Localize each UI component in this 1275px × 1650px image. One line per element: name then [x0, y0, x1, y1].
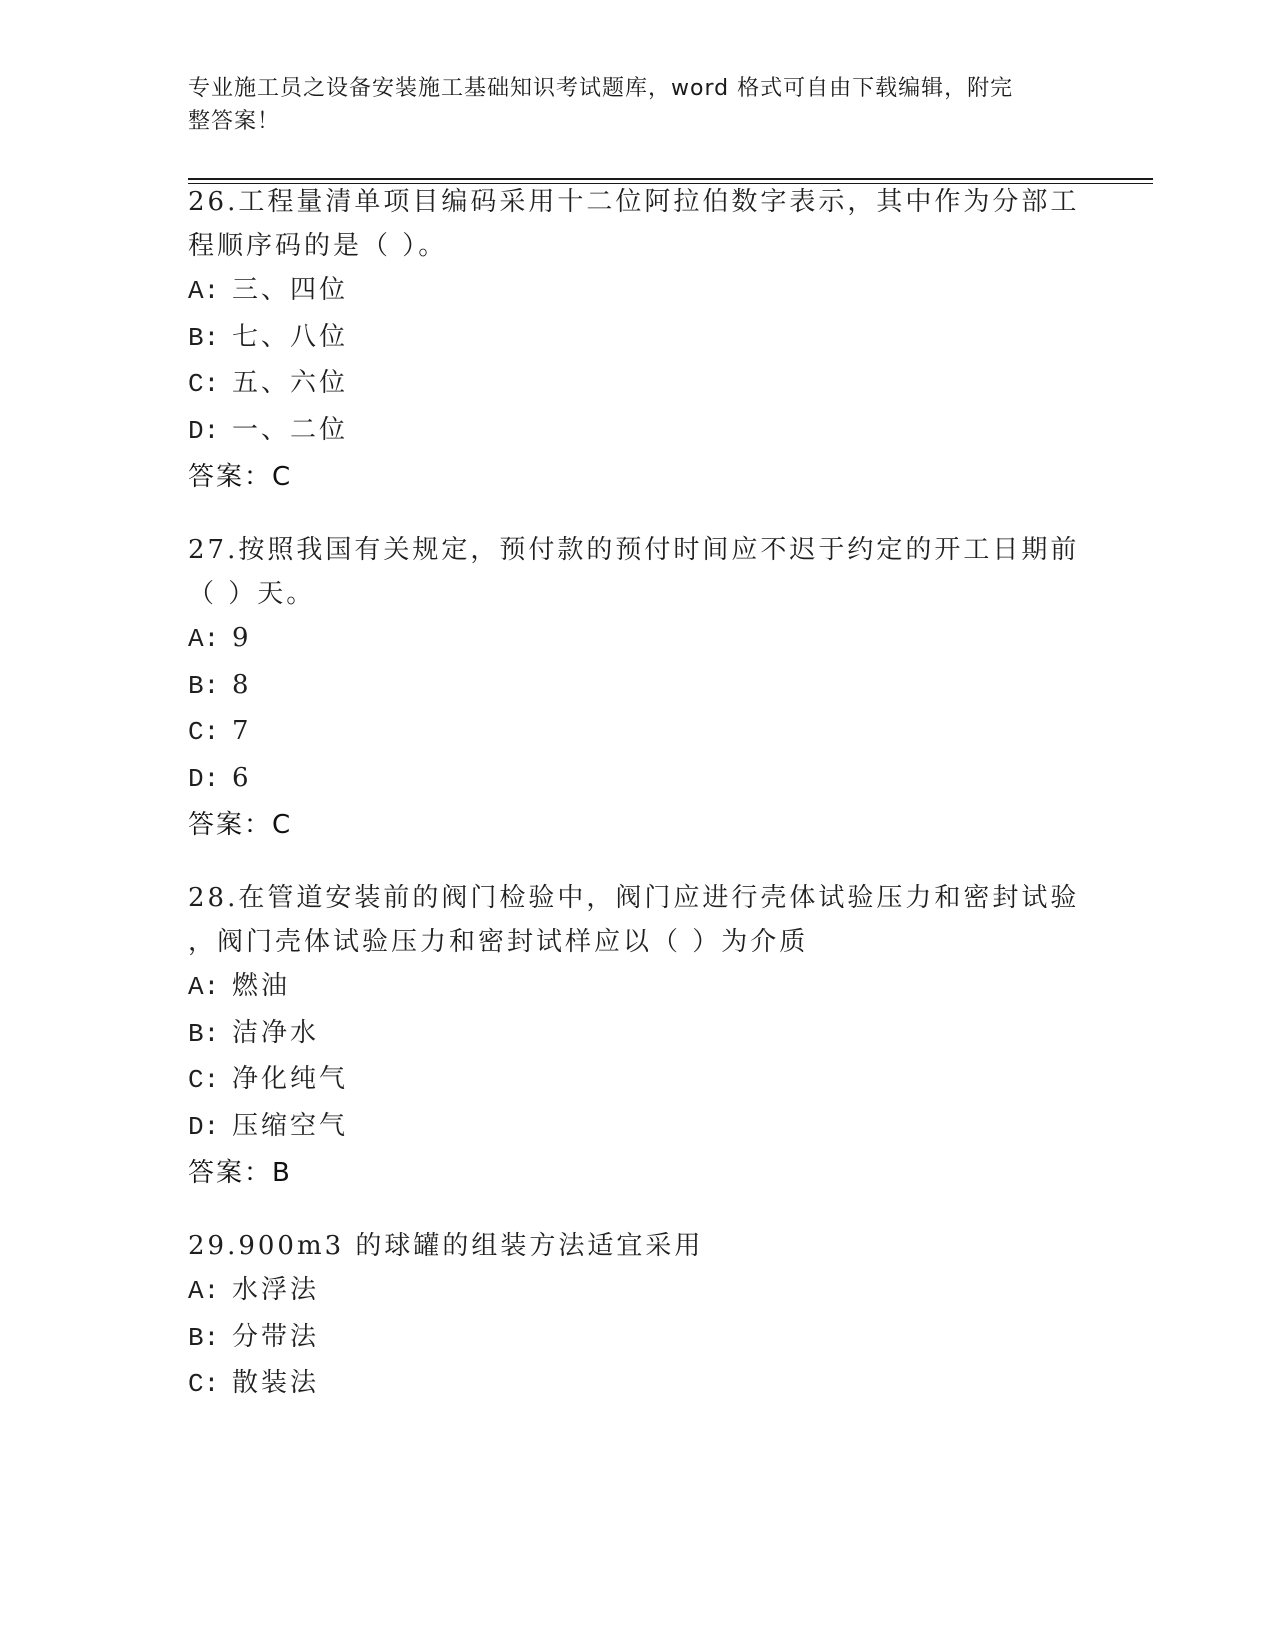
- question-stem-line-2: ，阀门壳体试验压力和密封试样应以（ ）为介质: [188, 927, 809, 957]
- option-key: D:: [188, 415, 220, 446]
- question-stem-line-1: 28.在管道安装前的阀门检验中，阀门应进行壳体试验压力和密封试验: [188, 883, 1080, 913]
- option-b: [188, 1011, 1088, 1058]
- option-key: C:: [188, 369, 220, 399]
- option-c: [188, 1361, 1088, 1408]
- option-a: [188, 1268, 1088, 1315]
- question-stem-line-1: 26.工程量清单项目编码采用十二位阿拉伯数字表示，其中作为分部工: [188, 187, 1080, 217]
- option-key: A:: [188, 972, 220, 1002]
- answer-line: 答案：C: [188, 810, 293, 840]
- option-text: 水浮法: [232, 1275, 320, 1305]
- option-text: 压缩空气: [232, 1110, 349, 1141]
- question-stem-line-1: 29.900m3 的球罐的组装方法适宜采用: [188, 1231, 704, 1261]
- answer-line: 答案：C: [188, 462, 293, 492]
- option-d: [188, 408, 1088, 455]
- question-26: [188, 180, 1088, 500]
- question-29: [188, 1224, 1088, 1408]
- option-key: C:: [188, 717, 220, 747]
- document-header: [188, 72, 1068, 138]
- option-b: [188, 663, 1088, 710]
- question-27: [188, 528, 1088, 848]
- option-d: [188, 1104, 1088, 1151]
- option-key: D:: [188, 1111, 220, 1142]
- option-key: C:: [188, 1369, 220, 1399]
- question-28: [188, 876, 1088, 1196]
- option-b: [188, 1315, 1088, 1362]
- option-c: [188, 361, 1088, 408]
- option-text: 七、八位: [232, 321, 349, 352]
- header-line-1: 专业施工员之设备安装施工基础知识考试题库，word 格式可自由下载编辑，附完: [188, 76, 1014, 101]
- option-text: 一、二位: [232, 414, 349, 445]
- option-key: C:: [188, 1065, 220, 1095]
- option-text: 洁净水: [232, 1017, 320, 1048]
- question-stem-line-2: （ ）天。: [188, 579, 316, 609]
- option-key: D:: [188, 763, 220, 794]
- answer-line: 答案：B: [188, 1158, 292, 1188]
- option-b: [188, 315, 1088, 362]
- option-key: A:: [188, 276, 220, 306]
- option-text: 分带法: [232, 1321, 320, 1352]
- question-stem-line-2: 程顺序码的是（ ）。: [188, 231, 448, 261]
- option-key: B:: [188, 1018, 220, 1049]
- option-a: [188, 616, 1088, 663]
- option-text: 燃油: [232, 971, 291, 1001]
- option-text: 7: [232, 716, 252, 746]
- option-text: 五、六位: [232, 368, 349, 398]
- option-text: 6: [232, 762, 252, 793]
- option-key: B:: [188, 670, 220, 701]
- option-text: 净化纯气: [232, 1064, 349, 1094]
- option-a: [188, 964, 1088, 1011]
- header-line-2: 整答案！: [188, 109, 281, 134]
- option-key: A:: [188, 1276, 220, 1306]
- option-text: 三、四位: [232, 275, 349, 305]
- option-key: B:: [188, 1322, 220, 1353]
- option-text: 8: [232, 669, 252, 700]
- option-a: [188, 268, 1088, 315]
- option-c: [188, 709, 1088, 756]
- option-key: B:: [188, 322, 220, 353]
- option-text: 9: [232, 623, 252, 653]
- question-stem-line-1: 27.按照我国有关规定，预付款的预付时间应不迟于约定的开工日期前: [188, 535, 1080, 565]
- option-d: [188, 756, 1088, 803]
- option-key: A:: [188, 624, 220, 654]
- option-text: 散装法: [232, 1368, 320, 1398]
- option-c: [188, 1057, 1088, 1104]
